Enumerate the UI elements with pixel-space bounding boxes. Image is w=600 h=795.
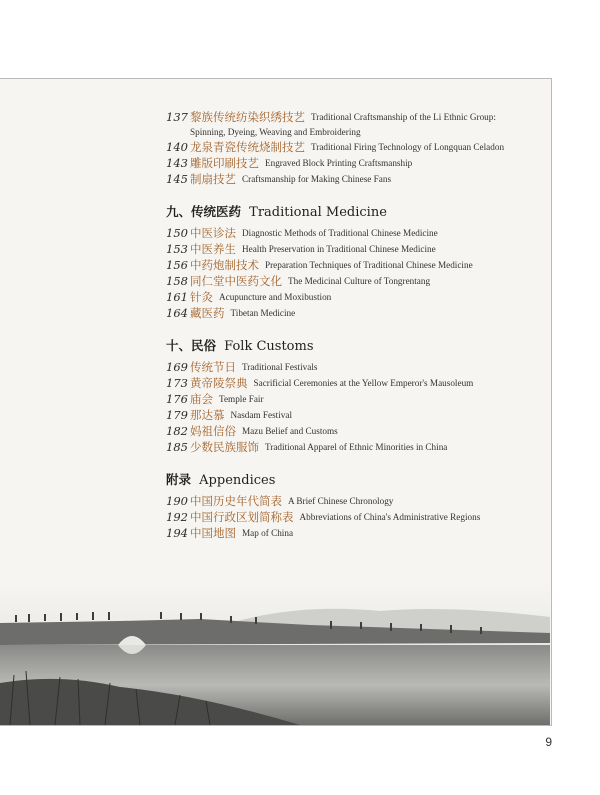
entry-english-title: A Brief Chinese Chronology	[288, 496, 394, 506]
entry-chinese-title: 藏医药	[190, 306, 225, 320]
section-heading-english: Folk Customs	[224, 339, 314, 354]
toc-entry[interactable]	[166, 155, 541, 171]
toc-entry[interactable]	[166, 171, 541, 187]
entry-chinese-title: 中医诊法	[190, 226, 236, 240]
section-heading	[166, 202, 541, 220]
entry-chinese-title: 庙会	[190, 392, 213, 406]
entry-chinese-title: 中医养生	[190, 242, 236, 256]
entry-page-number: 150	[166, 226, 188, 240]
entry-english-title: Engraved Block Printing Craftsmanship	[265, 158, 413, 168]
entry-english-title: Tibetan Medicine	[230, 308, 296, 318]
toc-entry[interactable]	[166, 305, 541, 321]
toc-entry[interactable]	[166, 391, 541, 407]
entry-page-number: 161	[166, 290, 188, 304]
entry-english-title: Traditional Craftsmanship of the Li Ethnic Group:	[311, 112, 496, 122]
entry-english-title: Nasdam Festival	[230, 410, 292, 420]
section-heading-english: Appendices	[199, 473, 276, 488]
section-heading	[166, 470, 541, 488]
entry-english-title: Sacrificial Ceremonies at the Yellow Emperor's Mausoleum	[253, 378, 474, 388]
entry-chinese-title: 中国行政区划简称表	[190, 510, 294, 524]
entry-page-number: 169	[166, 360, 188, 374]
section-heading-chinese: 十、民俗	[166, 338, 217, 353]
entry-page-number: 192	[166, 510, 188, 524]
toc-entry[interactable]	[166, 375, 541, 391]
toc-entry[interactable]	[166, 525, 541, 541]
toc-entry[interactable]	[166, 109, 541, 139]
entry-chinese-title: 制扇技艺	[190, 172, 236, 186]
entry-page-number: 137	[166, 110, 188, 124]
entry-chinese-title: 针灸	[190, 290, 213, 304]
entry-page-number: 194	[166, 526, 188, 540]
toc-section-medicine	[166, 202, 541, 321]
entry-chinese-title: 黎族传统纺染织绣技艺	[190, 110, 305, 124]
toc-entry[interactable]	[166, 493, 541, 509]
entry-chinese-title: 中国地图	[190, 526, 236, 540]
toc-entry[interactable]	[166, 257, 541, 273]
entry-english-title: Traditional Festivals	[242, 362, 318, 372]
page-number: 9	[545, 735, 552, 749]
entry-page-number: 158	[166, 274, 188, 288]
toc-entry[interactable]	[166, 289, 541, 305]
entry-english-title: Diagnostic Methods of Traditional Chinese Medicine	[242, 228, 438, 238]
toc-entry[interactable]	[166, 423, 541, 439]
entry-page-number: 185	[166, 440, 188, 454]
entry-chinese-title: 少数民族服饰	[190, 440, 259, 454]
entry-english-title: Traditional Firing Technology of Longquan Celadon	[311, 142, 505, 152]
entry-page-number: 143	[166, 156, 188, 170]
toc-entry[interactable]	[166, 241, 541, 257]
entry-page-number: 140	[166, 140, 188, 154]
entry-page-number: 173	[166, 376, 188, 390]
entry-english-title: Map of China	[242, 528, 294, 538]
contents-panel	[0, 78, 552, 726]
entry-english-title: Health Preservation in Traditional Chinese Medicine	[242, 244, 436, 254]
toc-entry[interactable]	[166, 139, 541, 155]
toc-entry[interactable]	[166, 509, 541, 525]
entry-chinese-title: 那达慕	[190, 408, 225, 422]
toc-section-folk-customs	[166, 336, 541, 455]
toc-entry[interactable]	[166, 439, 541, 455]
entry-chinese-title: 龙泉青瓷传统烧制技艺	[190, 140, 305, 154]
entry-page-number: 176	[166, 392, 188, 406]
entry-english-title: Temple Fair	[219, 394, 264, 404]
section-heading-chinese: 附录	[166, 472, 192, 487]
toc-section-appendices	[166, 470, 541, 541]
section-heading	[166, 336, 541, 354]
toc-entry[interactable]	[166, 225, 541, 241]
entry-english-title: Craftsmanship for Making Chinese Fans	[242, 174, 392, 184]
entry-page-number: 179	[166, 408, 188, 422]
toc-content	[166, 109, 541, 556]
entry-page-number: 190	[166, 494, 188, 508]
entry-english-title: Mazu Belief and Customs	[242, 426, 338, 436]
toc-entry[interactable]	[166, 359, 541, 375]
entry-page-number: 156	[166, 258, 188, 272]
entry-chinese-title: 中药炮制技术	[190, 258, 259, 272]
entry-english-title: Preparation Techniques of Traditional Chinese Medicine	[265, 260, 473, 270]
entry-chinese-title: 中国历史年代简表	[190, 494, 282, 508]
entry-chinese-title: 妈祖信俗	[190, 424, 236, 438]
toc-entry[interactable]	[166, 273, 541, 289]
entry-english-title-continued: Spinning, Dyeing, Weaving and Embroidering	[190, 127, 361, 137]
entry-page-number: 153	[166, 242, 188, 256]
entry-chinese-title: 雕版印刷技艺	[190, 156, 259, 170]
entry-english-title: The Medicinal Culture of Tongrentang	[288, 276, 431, 286]
entry-page-number: 164	[166, 306, 188, 320]
entry-english-title: Acupuncture and Moxibustion	[219, 292, 332, 302]
lake-bridge-photo	[0, 583, 550, 725]
entry-chinese-title: 同仁堂中医药文化	[190, 274, 282, 288]
entry-english-title: Abbreviations of China's Administrative Regions	[299, 512, 481, 522]
section-heading-chinese: 九、传统医药	[166, 204, 242, 219]
section-heading-english: Traditional Medicine	[249, 205, 387, 220]
toc-section-crafts	[166, 109, 541, 187]
entry-page-number: 145	[166, 172, 188, 186]
entry-english-title: Traditional Apparel of Ethnic Minorities in China	[265, 442, 448, 452]
toc-entry[interactable]	[166, 407, 541, 423]
entry-chinese-title: 黄帝陵祭典	[190, 376, 248, 390]
entry-page-number: 182	[166, 424, 188, 438]
entry-chinese-title: 传统节日	[190, 360, 236, 374]
